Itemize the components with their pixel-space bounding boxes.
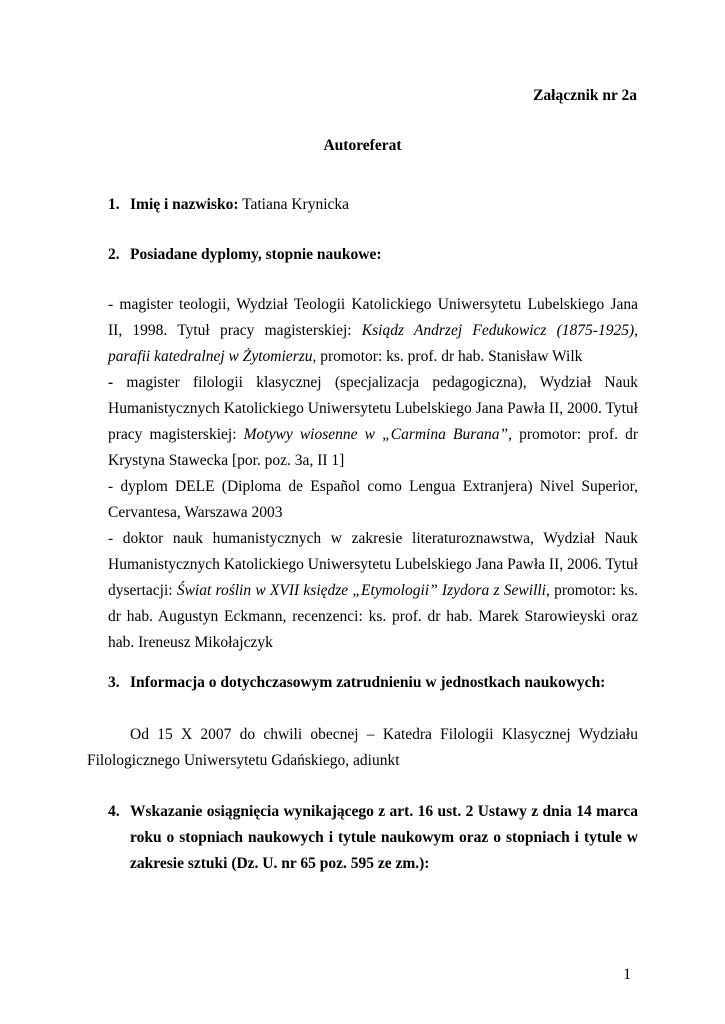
section-2-heading (108, 246, 382, 264)
document-title: Autoreferat (323, 137, 402, 154)
text-span: II, 1998. Tytuł pracy magisterskiej: (108, 322, 362, 339)
section-3-title: Informacja o dotychczasowym zatrudnieniu w jednostkach naukowych: (130, 674, 606, 691)
section-4-line: zakresie sztuki (Dz. U. nr 65 poz. 595 ze zm.): (130, 855, 430, 872)
diploma-line: hab. Ireneusz Mikołajczyk (108, 634, 273, 651)
section-2-number: 2. (108, 246, 120, 263)
dash-marker: - (108, 374, 114, 391)
diploma-line: Krystyna Stawecka [por. poz. 3a, II 1] (108, 452, 345, 469)
section-3-heading (108, 674, 605, 692)
employment-line: Od 15 X 2007 do chwili obecnej – Katedra Filologii Klasycznej Wydziału (130, 726, 638, 743)
section-1-number: 1. (108, 196, 120, 213)
name-value: Tatiana Krynicka (238, 196, 350, 213)
text-span: dysertacji: (108, 582, 177, 599)
thesis-title: Motywy wiosenne w „Carmina Burana” (243, 426, 509, 443)
diploma-line (108, 370, 638, 396)
text-span: pracy magisterskiej: (108, 426, 244, 443)
diploma-line (108, 422, 638, 448)
diploma-line (108, 318, 638, 344)
section-2-title: Posiadane dyplomy, stopnie naukowe: (130, 246, 382, 263)
section-1-name (108, 196, 349, 214)
text-span: , promotor: ks. (546, 582, 638, 599)
thesis-title: parafii katedralnej w Żytomierzu (108, 348, 313, 365)
dissertation-title: Świat roślin w XVII księdze „Etymologii” Izydora z Sewilli (176, 582, 546, 599)
section-4-number: 4. (108, 803, 120, 820)
diploma-line: Humanistycznych Katolickiego Uniwersytetu Lubelskiego Jana Pawła II, 2000. Tytuł (108, 400, 638, 417)
text-span: , promotor: prof. dr (508, 426, 638, 443)
page-number: 1 (623, 966, 631, 983)
section-4-line: roku o stopniach naukowych i tytule naukowym oraz o stopniach i tytule w (130, 829, 638, 846)
diploma-line: Cervantesa, Warszawa 2003 (108, 504, 283, 521)
diploma-line: - doktor nauk humanistycznych w zakresie literaturoznawstwa, Wydział Nauk (108, 530, 638, 547)
attachment-label: Załącznik nr 2a (533, 87, 637, 104)
section-4-line: Wskazanie osiągnięcia wynikającego z art. 16 ust. 2 Ustawy z dnia 14 marca (130, 803, 638, 820)
diploma-line: - magister teologii, Wydział Teologii Katolickiego Uniwersytetu Lubelskiego Jana (108, 296, 638, 313)
section-3-number: 3. (108, 674, 120, 691)
thesis-title: Ksiądz Andrzej Fedukowicz (1875-1925), (361, 322, 638, 339)
diploma-line: dr hab. Augustyn Eckmann, recenzenci: ks. prof. dr hab. Marek Starowieyski oraz (108, 608, 638, 625)
text-span: , promotor: ks. prof. dr hab. Stanisław Wilk (312, 348, 583, 365)
diploma-line: Humanistycznych Katolickiego Uniwersytetu Lubelskiego Jana Pawła II, 2006. Tytuł (108, 556, 638, 573)
diploma-line (108, 578, 638, 604)
text-span: magister filologii klasycznej (specjalizacja pedagogiczna), Wydział Nauk (113, 374, 638, 391)
diploma-line: - dyplom DELE (Diploma de Español como Lengua Extranjera) Nivel Superior, (108, 478, 638, 495)
diploma-line (108, 344, 638, 370)
name-label: Imię i nazwisko: (130, 196, 239, 213)
employment-line: Filologicznego Uniwersytetu Gdańskiego, adiunkt (87, 752, 400, 769)
diplomas-list (108, 292, 638, 656)
section-4-heading (130, 799, 638, 877)
